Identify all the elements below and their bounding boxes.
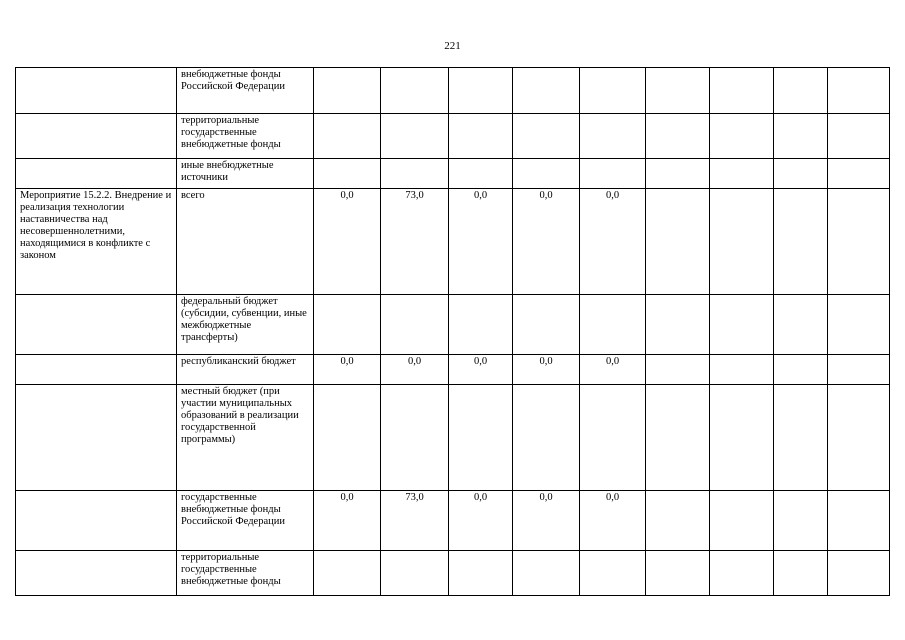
event-cell xyxy=(16,68,177,114)
value-cell: 0,0 xyxy=(314,491,381,551)
value-cell xyxy=(710,189,774,295)
value-cell xyxy=(580,159,646,189)
value-cell xyxy=(314,551,381,596)
value-cell xyxy=(314,295,381,355)
value-cell: 0,0 xyxy=(580,491,646,551)
value-cell xyxy=(580,68,646,114)
value-cell xyxy=(710,551,774,596)
value-cell xyxy=(710,355,774,385)
value-cell xyxy=(314,159,381,189)
value-cell xyxy=(828,189,890,295)
value-cell xyxy=(449,114,513,159)
value-cell xyxy=(381,114,449,159)
funding-source-cell: территориальные государственные внебюджетные фонды xyxy=(177,551,314,596)
funding-source-cell: внебюджетные фонды Российской Федерации xyxy=(177,68,314,114)
table-row xyxy=(16,551,890,596)
value-cell xyxy=(710,159,774,189)
value-cell xyxy=(774,295,828,355)
event-cell xyxy=(16,385,177,491)
funding-source-cell: республиканский бюджет xyxy=(177,355,314,385)
value-cell xyxy=(646,68,710,114)
value-cell: 0,0 xyxy=(513,355,580,385)
value-cell xyxy=(381,159,449,189)
value-cell: 0,0 xyxy=(580,355,646,385)
value-cell xyxy=(513,68,580,114)
value-cell xyxy=(828,114,890,159)
value-cell xyxy=(449,551,513,596)
value-cell: 0,0 xyxy=(314,355,381,385)
value-cell xyxy=(513,114,580,159)
value-cell xyxy=(381,551,449,596)
value-cell xyxy=(774,114,828,159)
value-cell: 73,0 xyxy=(381,189,449,295)
table-row xyxy=(16,491,890,551)
value-cell xyxy=(828,385,890,491)
value-cell xyxy=(381,68,449,114)
table-row xyxy=(16,114,890,159)
value-cell: 0,0 xyxy=(449,189,513,295)
value-cell: 0,0 xyxy=(513,189,580,295)
value-cell: 0,0 xyxy=(314,189,381,295)
page-number: 221 xyxy=(444,40,461,52)
value-cell xyxy=(710,295,774,355)
value-cell: 0,0 xyxy=(513,491,580,551)
event-cell xyxy=(16,159,177,189)
funding-source-cell: иные внебюджетные источники xyxy=(177,159,314,189)
value-cell xyxy=(828,295,890,355)
funding-source-cell: федеральный бюджет (субсидии, субвенции, иные межбюджетные трансферты) xyxy=(177,295,314,355)
value-cell xyxy=(314,114,381,159)
value-cell xyxy=(646,159,710,189)
value-cell xyxy=(774,189,828,295)
funding-source-cell: государственные внебюджетные фонды Российской Федерации xyxy=(177,491,314,551)
table-row xyxy=(16,68,890,114)
event-cell xyxy=(16,355,177,385)
value-cell xyxy=(449,68,513,114)
value-cell xyxy=(449,385,513,491)
event-cell xyxy=(16,551,177,596)
value-cell xyxy=(580,114,646,159)
value-cell xyxy=(710,114,774,159)
value-cell xyxy=(646,551,710,596)
value-cell xyxy=(513,385,580,491)
value-cell xyxy=(828,551,890,596)
funding-source-cell: всего xyxy=(177,189,314,295)
value-cell xyxy=(774,385,828,491)
table-row xyxy=(16,295,890,355)
value-cell xyxy=(710,68,774,114)
value-cell: 73,0 xyxy=(381,491,449,551)
value-cell xyxy=(710,385,774,491)
value-cell xyxy=(828,491,890,551)
value-cell xyxy=(710,491,774,551)
budget-table xyxy=(15,67,890,596)
table-row xyxy=(16,159,890,189)
value-cell xyxy=(774,68,828,114)
value-cell xyxy=(646,295,710,355)
table-row xyxy=(16,355,890,385)
table-row xyxy=(16,385,890,491)
value-cell xyxy=(513,159,580,189)
value-cell xyxy=(646,491,710,551)
event-cell xyxy=(16,114,177,159)
value-cell xyxy=(513,295,580,355)
value-cell xyxy=(646,114,710,159)
funding-source-cell: местный бюджет (при участии муниципальных образований в реализации государственной программы) xyxy=(177,385,314,491)
value-cell xyxy=(646,189,710,295)
value-cell xyxy=(314,385,381,491)
value-cell xyxy=(580,551,646,596)
value-cell xyxy=(774,491,828,551)
value-cell: 0,0 xyxy=(449,491,513,551)
value-cell xyxy=(828,68,890,114)
event-cell xyxy=(16,295,177,355)
value-cell xyxy=(774,159,828,189)
value-cell xyxy=(449,295,513,355)
event-cell: Мероприятие 15.2.2. Внедрение и реализация технологии наставничества над несовершеннолетними, находящимися в конфликте с законом xyxy=(16,189,177,295)
value-cell: 0,0 xyxy=(580,189,646,295)
value-cell xyxy=(828,159,890,189)
value-cell xyxy=(646,385,710,491)
funding-source-cell: территориальные государственные внебюджетные фонды xyxy=(177,114,314,159)
value-cell xyxy=(513,551,580,596)
value-cell xyxy=(646,355,710,385)
value-cell xyxy=(381,385,449,491)
value-cell xyxy=(580,295,646,355)
value-cell xyxy=(828,355,890,385)
value-cell xyxy=(314,68,381,114)
value-cell xyxy=(381,295,449,355)
table-row xyxy=(16,189,890,295)
event-cell xyxy=(16,491,177,551)
value-cell xyxy=(449,159,513,189)
value-cell xyxy=(774,355,828,385)
value-cell: 0,0 xyxy=(381,355,449,385)
value-cell xyxy=(580,385,646,491)
value-cell: 0,0 xyxy=(449,355,513,385)
value-cell xyxy=(774,551,828,596)
